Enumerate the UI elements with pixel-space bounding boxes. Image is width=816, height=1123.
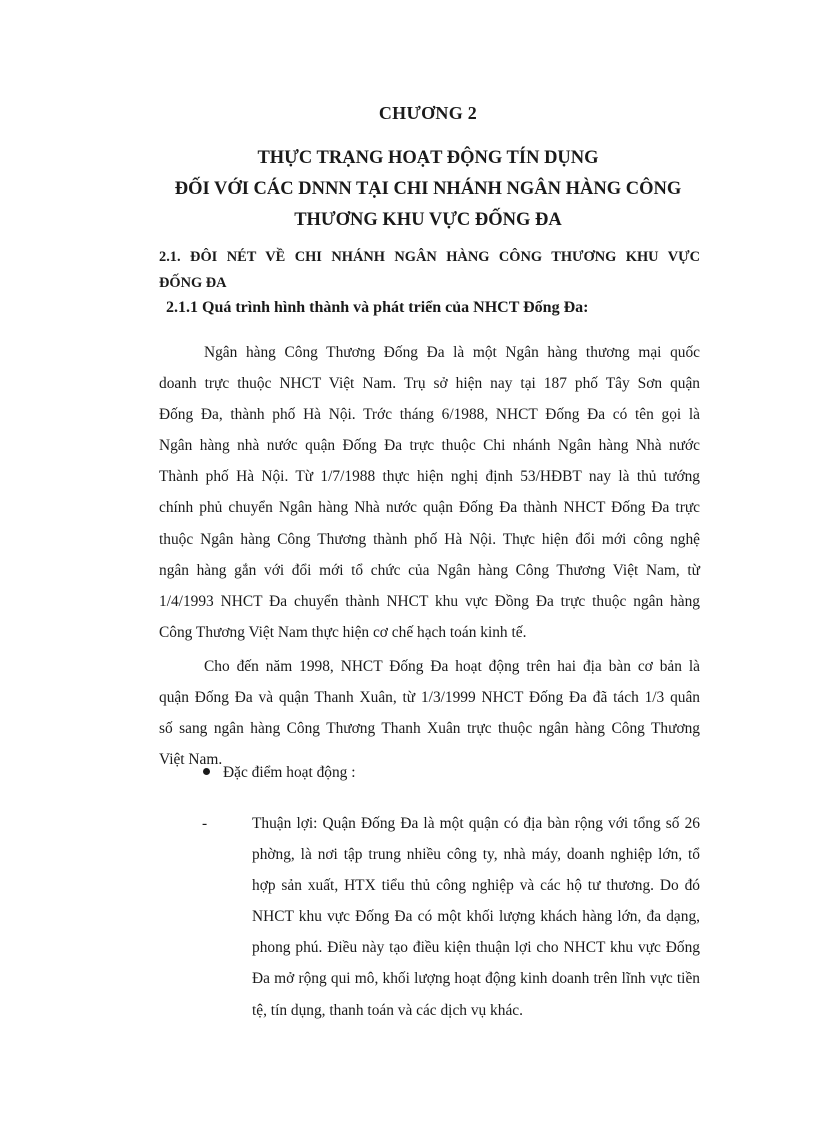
chapter-number: CHƯƠNG 2 <box>378 103 478 123</box>
dash-item-line: Đa mở rộng qui mô, khối lượng hoạt động kinh doanh trên lĩnh vực tiền <box>252 970 700 988</box>
dash-item-line: phờng, là nơi tập trung nhiều công ty, nhà máy, doanh nghiệp lớn, tổ <box>252 846 700 864</box>
paragraph-area <box>159 651 700 775</box>
chapter-title-line: THỰC TRẠNG HOẠT ĐỘNG TÍN DỤNG <box>257 148 599 168</box>
dash-item-line: tệ, tín dụng, thanh toán và các dịch vụ khác. <box>252 1001 523 1019</box>
bullet-dot-icon <box>203 768 210 775</box>
dash-item-line: phong phú. Điều này tạo điều kiện thuận lợi cho NHCT khu vực Đống <box>252 939 700 957</box>
paragraph-line: Đống Đa, thành phố Hà Nội. Trớc tháng 6/1988, NHCT Đống Đa có tên gọi là <box>159 406 700 424</box>
dash-item-body <box>202 808 700 1026</box>
paragraph-line: Cho đến năm 1998, NHCT Đống Đa hoạt động trên hai địa bàn cơ bản là <box>204 658 700 675</box>
dash-item-line: NHCT khu vực Đống Đa có một khối lượng khách hàng lớn, đa dạng, <box>252 908 700 926</box>
section-heading <box>159 244 700 296</box>
paragraph-line: doanh trực thuộc NHCT Việt Nam. Trụ sở hiện nay tại 187 phố Tây Sơn quận <box>159 375 700 393</box>
subsection-heading: 2.1.1 Quá trình hình thành và phát triển của NHCT Đống Đa: <box>166 299 589 316</box>
bullet-label: Đặc điểm hoạt động : <box>223 764 356 781</box>
dash-marker: - <box>202 815 208 832</box>
chapter-title-line: THƯƠNG KHU VỰC ĐỐNG ĐA <box>294 210 562 230</box>
paragraph-line: quận Đống Đa và quận Thanh Xuân, từ 1/3/1999 NHCT Đống Đa đã tách 1/3 quân <box>159 689 700 707</box>
paragraph-line: thuộc Ngân hàng Công Thương thành phố Hà Nội. Thực hiện đổi mới công nghệ <box>159 530 700 548</box>
paragraph-line: Ngân hàng Công Thương Đống Đa là một Ngân hàng thương mại quốc <box>204 344 700 361</box>
section-heading-line: ĐỐNG ĐA <box>159 275 227 291</box>
paragraph-line: Việt Nam. <box>159 751 223 769</box>
paragraph-line: ngân hàng gắn với đổi mới tổ chức của Ngân hàng Công Thương Việt Nam, từ <box>159 561 700 579</box>
paragraph-line: Ngân hàng nhà nước quận Đống Đa trực thuộc Chi nhánh Ngân hàng Nhà nước <box>159 437 700 455</box>
paragraph-history <box>159 337 700 648</box>
chapter-title <box>0 143 816 236</box>
dash-item-line: Thuận lợi: Quận Đống Đa là một quận có địa bàn rộng với tổng số 26 <box>252 815 700 832</box>
bullet-item <box>203 764 356 782</box>
section-heading-line: 2.1. ĐÔI NÉT VỀ CHI NHÁNH NGÂN HÀNG CÔNG THƯƠNG KHU VỰC <box>159 249 700 265</box>
dash-item-line: hợp sản xuất, HTX tiểu thủ công nghiệp và các hộ tư thương. Do đó <box>252 877 700 895</box>
paragraph-line: chính phủ chuyển Ngân hàng Nhà nước quận Đống Đa thành NHCT Đống Đa trực <box>159 499 700 517</box>
paragraph-line: Công Thương Việt Nam thực hiện cơ chế hạch toán kinh tế. <box>159 623 527 641</box>
paragraph-line: Thành phố Hà Nội. Từ 1/7/1988 thực hiện nghị định 53/HĐBT nay là thủ tướng <box>159 468 700 486</box>
paragraph-line: 1/4/1993 NHCT Đa chuyển thành NHCT khu vực Đồng Đa trực thuộc ngân hàng <box>159 592 700 610</box>
chapter-title-line: ĐỐI VỚI CÁC DNNN TẠI CHI NHÁNH NGÂN HÀNG CÔNG <box>174 179 682 199</box>
paragraph-line: số sang ngân hàng Công Thương Thanh Xuân trực thuộc ngân hàng Công Thương <box>159 720 700 738</box>
